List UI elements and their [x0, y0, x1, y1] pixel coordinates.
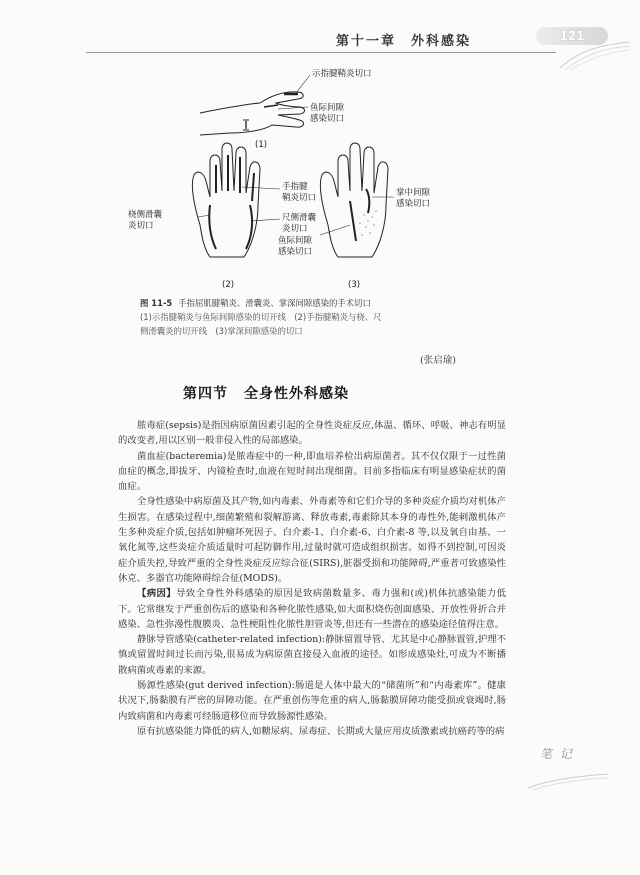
- hand-illustrations: [128, 65, 480, 295]
- body-text: [118, 418, 506, 739]
- paragraph-gut: 肠源性感染(gut derived infection):肠道是人体中最大的“储菌所”和“内毒素库”。健康状况下,肠黏膜有严密的屏障功能。在严重创伤等危重的病人,肠黏膜屏障功能受损或衰竭时,肠内致病菌和内毒素可经肠道移位而导致肠源性感染。: [118, 680, 506, 722]
- page-number: 121: [536, 27, 608, 45]
- sub-label-2: (2): [222, 280, 235, 290]
- label-top-incision: 示指腱鞘炎切口: [312, 69, 372, 79]
- paragraph-sepsis: 脓毒症(sepsis)是指因病原菌因素引起的全身性炎症反应,体温、循环、呼吸、神志有明显的改变者,用以区别一般非侵入性的局部感染。: [118, 420, 506, 447]
- hand-palm-view-left: [192, 143, 260, 257]
- figure-subcaption-1: (1)示指腱鞘炎与鱼际间隙感染的切开线 (2)手指腱鞘炎与桡、尺: [140, 312, 382, 322]
- etiology-text: 导致全身性外科感染的原因是致病菌数量多、毒力强和(或)机体抗感染能力低下。它常继发于严重创伤后的感染和各种化脓性感染,如大面积烧伤创面感染、开放性骨折合并感染、急性弥漫性腹膜炎、急性梗阻性化脓性胆管炎等,但还有一些潜在的感染途径值得注意。: [118, 588, 506, 630]
- label-ulnar-1: 尺侧滑囊: [282, 213, 317, 223]
- sub-label-3: (3): [348, 280, 361, 290]
- label-tendon-1: 手指腱: [282, 182, 308, 192]
- label-web-space-2: 感染切口: [310, 114, 345, 124]
- chapter-title: 第十一章 外科感染: [336, 34, 472, 49]
- section-heading: [183, 383, 365, 403]
- figure-number: 图 11-5: [140, 298, 173, 308]
- label-tendon-2: 鞘炎切口: [282, 193, 317, 203]
- paragraph-etiology: [118, 586, 506, 632]
- label-palm-1: 掌中间隙: [396, 188, 431, 198]
- section-number: 第四节: [183, 386, 228, 402]
- section-title: 全身性外科感染: [244, 386, 349, 402]
- figure-title: 手指屈肌腱鞘炎、滑囊炎、掌深间隙感染的手术切口: [178, 298, 371, 308]
- hand-palm-view-right: [320, 143, 388, 257]
- label-thenar-1: 鱼际间隙: [278, 236, 313, 246]
- hand-incision-figure: [128, 65, 480, 295]
- notes-label: 笔 记: [540, 747, 574, 761]
- palm-stipple: [359, 210, 377, 236]
- hand-side-view: [200, 92, 305, 135]
- paragraph-systemic: 全身性感染中病原菌及其产物,如内毒素、外毒素等和它们介导的多种炎症介质均对机体产生损害。在感染过程中,细菌繁殖和裂解游离、释放毒素,毒素除其本身的毒性外,能刺激机体产生多种炎症介质,包括如肿瘤坏死因子、白介素-1、白介素-6、白介素-8 等,以及氧自由基、一氧化氮等,这些炎症介质适量时可起防御作用,过量时就可造成组织损害。如得不到控制,可因炎症介质失控,导致严重的全身性炎症反应综合征(SIRS),脏器受损和功能障碍,严重者可致感染性休克、多器官功能障碍综合征(MODS)。: [118, 496, 506, 584]
- label-radial-2: 炎切口: [128, 221, 154, 231]
- etiology-tag: 【病因】: [137, 588, 177, 600]
- header-swoosh-decoration: [560, 40, 630, 70]
- sub-label-1: (1): [255, 140, 268, 150]
- figure-caption: [140, 296, 540, 338]
- label-ulnar-2: 炎切口: [282, 224, 308, 234]
- paragraph-immunity: 原有抗感染能力降低的病人,如糖尿病、尿毒症、长期或大量应用皮质激素或抗癌药等的病: [137, 725, 505, 737]
- notes-swoosh-decoration: [528, 770, 608, 790]
- label-radial-1: 桡侧滑囊: [128, 210, 163, 220]
- figure-subcaption-2: 侧滑囊炎的切开线 (3)掌深间隙感染的切口: [140, 326, 303, 336]
- paragraph-bacteremia: 菌血症(bacteremia)是脓毒症中的一种,即血培养检出病原菌者。其不仅仅限于一过性菌血症的概念,即拔牙、内镜检查时,血液在短时间出现细菌。目前多指临床有明显感染症状的菌血症。: [118, 450, 506, 493]
- label-thenar-2: 感染切口: [278, 247, 313, 257]
- section-author: (张启瑜): [420, 355, 456, 366]
- label-palm-2: 感染切口: [396, 199, 431, 209]
- paragraph-catheter: 静脉导管感染(catheter-related infection):静脉留置导管、尤其是中心静脉置管,护理不慎或留置时间过长而污染,很易成为病原菌直接侵入血液的途径。如形成感染灶,可成为不断播散病菌或毒素的来源。: [118, 634, 506, 676]
- header-rule: [86, 52, 556, 53]
- label-web-space-1: 鱼际间隙: [310, 103, 345, 113]
